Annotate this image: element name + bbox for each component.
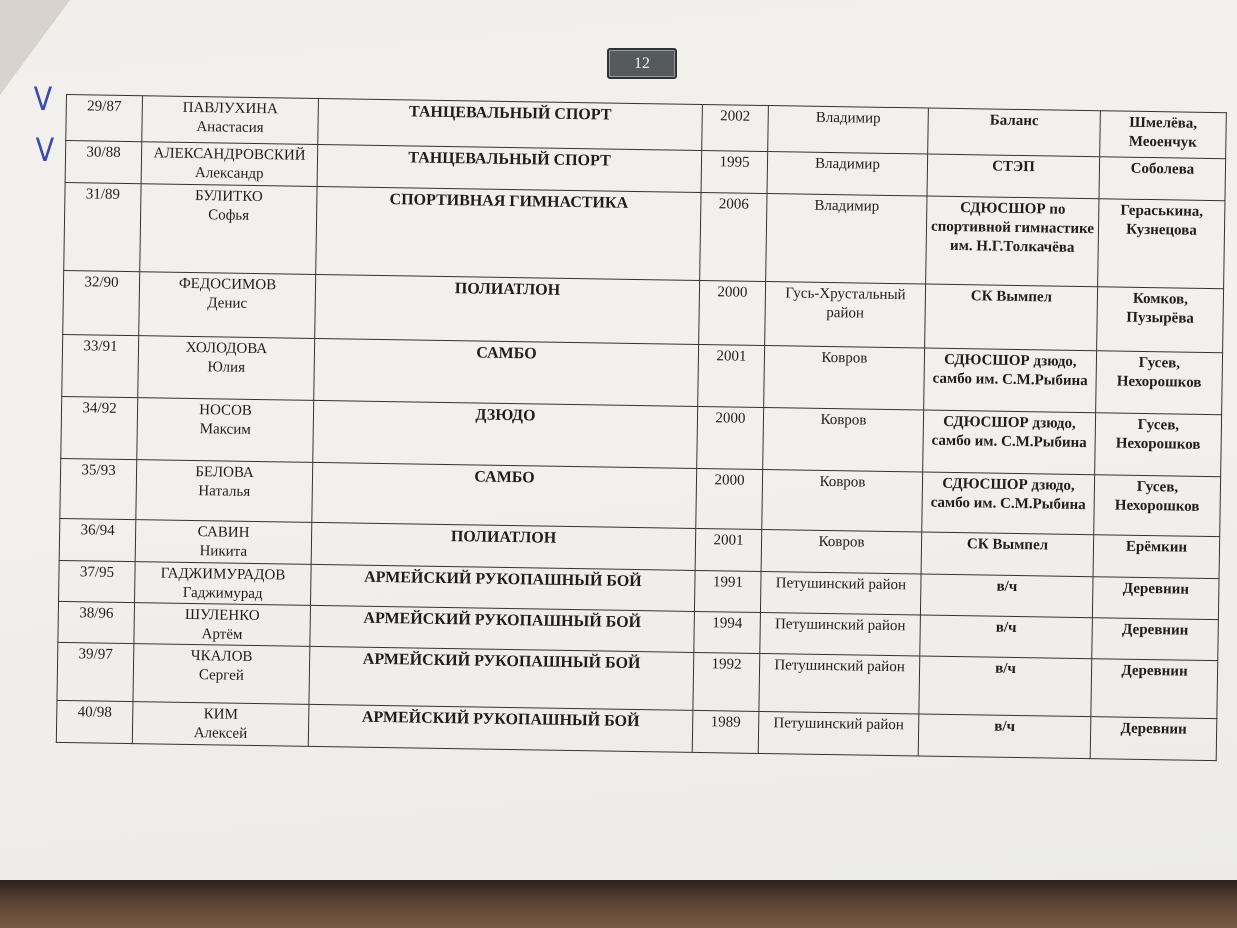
birth-year: 2001: [695, 528, 762, 571]
birth-year: 2001: [698, 344, 765, 407]
coach: Гусев, Нехорошков: [1096, 351, 1223, 415]
club: СК Вымпел: [921, 532, 1094, 577]
sport-name: ДЗЮДО: [313, 400, 698, 468]
athlete-surname: ФЕДОСИМОВ: [178, 275, 277, 294]
club: в/ч: [918, 714, 1091, 759]
athlete-first-name: Александр: [194, 165, 264, 183]
coach: Деревнин: [1091, 659, 1218, 719]
city: Ковров: [763, 407, 924, 472]
city: Петушинский район: [760, 571, 921, 615]
city: Владимир: [766, 194, 927, 285]
city: Ковров: [761, 529, 922, 574]
coach: Деревнин: [1092, 577, 1219, 620]
birth-year: 1994: [694, 611, 761, 653]
athlete-name: [139, 272, 316, 339]
sport-name: ТАНЦЕВАЛЬНЫЙ СПОРТ: [318, 98, 703, 150]
club: СК Вымпел: [925, 284, 1098, 351]
athlete-first-name: Гаджимурад: [182, 584, 263, 603]
athlete-first-name: Анастасия: [196, 119, 264, 137]
athlete-first-name: Юлия: [207, 359, 246, 376]
city: Гусь-Хрустальный район: [765, 282, 926, 349]
athlete-surname: КИМ: [203, 706, 238, 723]
athlete-name: [138, 336, 315, 401]
athlete-first-name: Алексей: [193, 725, 248, 742]
athlete-surname: БУЛИТКО: [194, 188, 263, 206]
athlete-name: [142, 96, 319, 145]
sport-name: САМБО: [312, 462, 697, 528]
athlete-first-name: Денис: [207, 295, 248, 312]
results-table: [56, 94, 1227, 761]
page-number: 12: [607, 48, 677, 79]
coach: Ерёмкин: [1093, 535, 1220, 579]
sport-name: АРМЕЙСКИЙ РУКОПАШНЫЙ БОЙ: [310, 605, 695, 652]
entry-number: 35/93: [60, 458, 137, 519]
entry-number: 30/88: [65, 141, 142, 184]
athlete-surname: ЧКАЛОВ: [190, 648, 253, 665]
athlete-surname: ХОЛОДОВА: [185, 339, 268, 358]
club: СДЮСШОР дзюдо, самбо им. С.М.Рыбина: [922, 472, 1095, 535]
coach: Комков, Пузырёва: [1097, 287, 1224, 353]
club: в/ч: [919, 656, 1092, 717]
club: в/ч: [920, 615, 1093, 659]
athlete-name: [137, 398, 314, 463]
club: СДЮСШОР по спортивной гимнастике им. Н.Г.Толкачёва: [926, 196, 1099, 287]
athlete-name: [135, 520, 312, 565]
entry-number: 33/91: [62, 334, 139, 397]
athlete-surname: САВИН: [197, 524, 250, 541]
birth-year: 2000: [699, 280, 766, 345]
club: Баланс: [928, 108, 1101, 157]
entry-number: 37/95: [59, 560, 136, 602]
entry-number: 40/98: [56, 700, 133, 743]
checkmark-icon: V: [33, 80, 53, 118]
athlete-name: [135, 562, 312, 606]
athlete-first-name: Софья: [208, 207, 250, 224]
coach: Деревнин: [1092, 618, 1219, 661]
athlete-name: [132, 702, 309, 747]
city: Владимир: [768, 106, 929, 155]
club: СДЮСШОР дзюдо, самбо им. С.М.Рыбина: [924, 348, 1097, 413]
sport-name: ТАНЦЕВАЛЬНЫЙ СПОРТ: [317, 144, 702, 192]
sport-name: АРМЕЙСКИЙ РУКОПАШНЫЙ БОЙ: [310, 564, 695, 611]
club: в/ч: [920, 574, 1093, 618]
entry-number: 38/96: [58, 601, 135, 643]
athlete-surname: АЛЕКСАНДРОВСКИЙ: [153, 145, 306, 164]
club: СДЮСШОР дзюдо, самбо им. С.М.Рыбина: [923, 410, 1096, 475]
athlete-surname: ПАВЛУХИНА: [182, 99, 279, 118]
athlete-name: [140, 184, 317, 275]
entry-number: 32/90: [63, 270, 140, 335]
birth-year: 2000: [696, 468, 763, 529]
city: Петушинский район: [760, 612, 921, 656]
athlete-name: [133, 644, 310, 705]
sport-name: САМБО: [314, 338, 699, 406]
entry-number: 29/87: [66, 95, 143, 142]
birth-year: 2006: [700, 192, 767, 281]
athlete-name: [141, 142, 318, 187]
sport-name: ПОЛИАТЛОН: [311, 522, 696, 570]
coach: Гераськина, Кузнецова: [1098, 199, 1225, 289]
sport-name: СПОРТИВНАЯ ГИМНАСТИКА: [316, 186, 701, 280]
city: Петушинский район: [759, 653, 920, 714]
sport-name: АРМЕЙСКИЙ РУКОПАШНЫЙ БОЙ: [309, 646, 694, 710]
entry-number: 39/97: [57, 642, 134, 701]
coach: Деревнин: [1090, 717, 1217, 761]
athlete-first-name: Артём: [201, 626, 243, 643]
birth-year: 1991: [694, 570, 761, 612]
coach: Соболева: [1099, 157, 1226, 201]
athlete-name: [136, 460, 313, 523]
desk-surface: [0, 880, 1237, 928]
athlete-name: [134, 603, 311, 647]
birth-year: 1989: [692, 710, 759, 753]
athlete-first-name: Никита: [199, 543, 248, 560]
city: Ковров: [762, 469, 923, 532]
club: СТЭП: [927, 154, 1100, 199]
sport-name: АРМЕЙСКИЙ РУКОПАШНЫЙ БОЙ: [308, 704, 693, 752]
athlete-surname: ГАДЖИМУРАДОВ: [160, 565, 286, 584]
birth-year: 1995: [701, 150, 768, 193]
entry-number: 36/94: [59, 518, 136, 561]
athlete-first-name: Наталья: [198, 483, 251, 500]
coach: Гусев, Нехорошков: [1094, 475, 1221, 537]
athlete-first-name: Максим: [199, 421, 251, 438]
birth-year: 2002: [702, 104, 769, 151]
birth-year: 1992: [693, 652, 760, 711]
checkmark-icon: V: [35, 131, 55, 169]
athlete-surname: НОСОВ: [199, 402, 253, 419]
coach: Шмелёва, Меоенчук: [1100, 111, 1227, 159]
city: Ковров: [764, 346, 925, 411]
city: Владимир: [767, 152, 928, 197]
athlete-surname: БЕЛОВА: [195, 464, 254, 481]
athlete-first-name: Сергей: [198, 667, 245, 684]
coach: Гусев, Нехорошков: [1095, 413, 1222, 477]
entry-number: 34/92: [61, 396, 138, 459]
athlete-surname: ШУЛЕНКО: [184, 606, 260, 625]
sport-name: ПОЛИАТЛОН: [315, 274, 700, 344]
entry-number: 31/89: [64, 182, 141, 271]
city: Петушинский район: [758, 711, 919, 756]
birth-year: 2000: [697, 406, 764, 469]
